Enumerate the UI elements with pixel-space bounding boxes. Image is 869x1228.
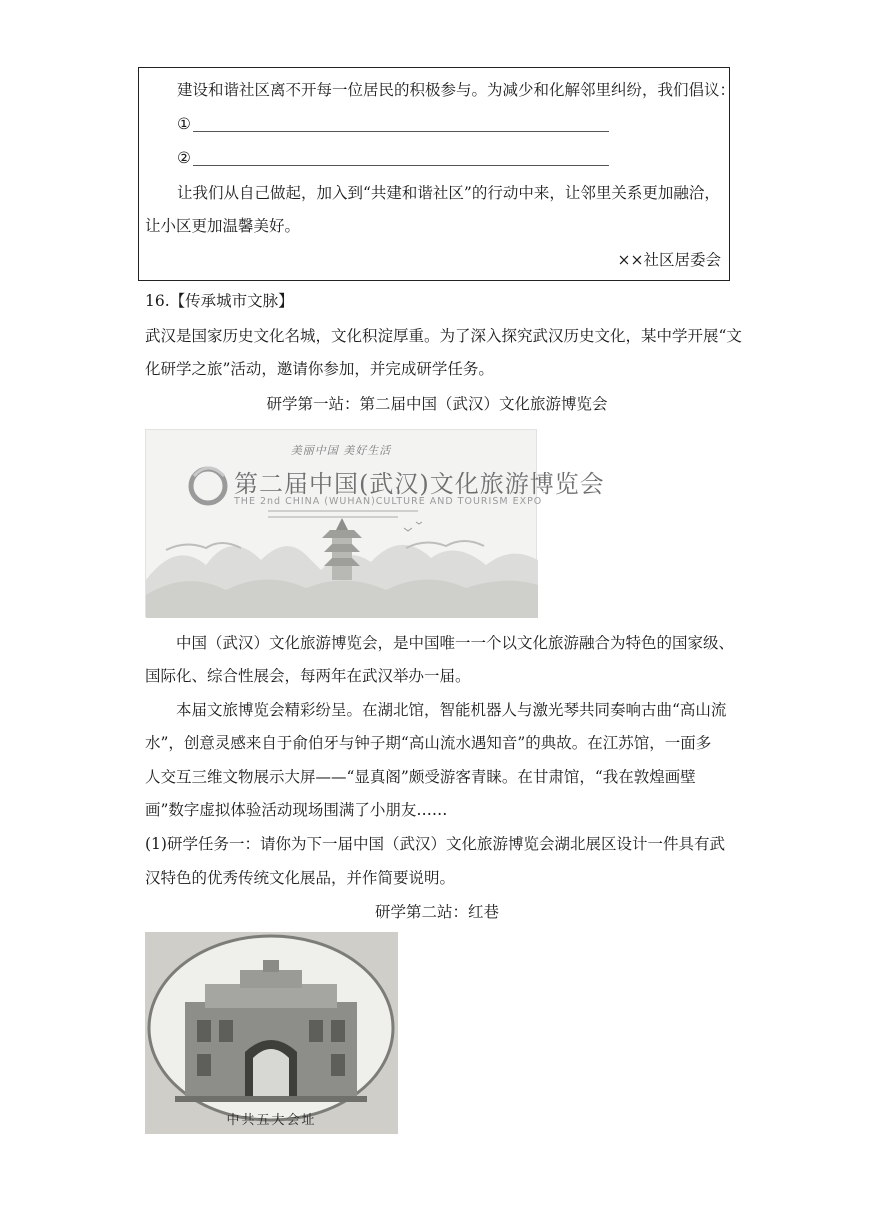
proposal-blank-2[interactable] — [177, 148, 609, 168]
station-2-title: 研学第二站：红巷 — [374, 903, 499, 921]
paragraph-2-line-4: 画”数字虚拟体验活动现场围满了小朋友…… — [145, 801, 448, 819]
station-1-title: 研学第一站：第二届中国（武汉）文化旅游博览会 — [266, 395, 608, 413]
expo-subtitle: THE 2nd CHINA (WUHAN)CULTURE AND TOURISM EXPO — [234, 496, 543, 507]
photo-caption: 中共五大会址 — [226, 1113, 317, 1128]
paragraph-1-line-2: 国际化、综合性展会，每两年在武汉举办一届。 — [145, 667, 471, 685]
question-16-intro-line-1: 武汉是国家历史文化名城，文化积淀厚重。为了深入探究武汉历史文化，某中学开展“文 — [145, 327, 742, 345]
proposal-closing-line-2: 让小区更加温馨美好。 — [145, 217, 301, 235]
expo-tagline: 美丽中国 美好生活 — [290, 444, 392, 457]
task-1-line-2: 汉特色的优秀传统文化展品，并作简要说明。 — [145, 869, 456, 887]
proposal-box — [138, 67, 736, 281]
proposal-closing-line-1: 让我们从自己做起，加入到“共建和谐社区”的行动中来，让邻里关系更加融洽， — [177, 184, 720, 202]
question-16-heading: 16.【传承城市文脉】 — [145, 292, 294, 310]
red-lane-photo — [145, 932, 398, 1134]
proposal-blank-1[interactable] — [177, 114, 609, 134]
proposal-signature: ××社区居委会 — [617, 251, 721, 269]
expo-banner-image — [145, 429, 605, 617]
expo-title: 第二届中国(武汉)文化旅游博览会 — [234, 470, 605, 498]
task-1-line-1: (1)研学任务一：请你为下一届中国（武汉）文化旅游博览会湖北展区设计一件具有武 — [145, 835, 725, 853]
blank-2-number: ② — [177, 149, 191, 167]
blank-2-underline — [193, 165, 609, 166]
paragraph-2-line-2: 水”，创意灵感来自于俞伯牙与钟子期“高山流水遇知音”的典故。在江苏馆，一面多 — [145, 734, 712, 752]
paragraph-1-line-1: 中国（武汉）文化旅游博览会，是中国唯一一个以文化旅游融合为特色的国家级、 — [176, 634, 735, 652]
blank-1-underline — [193, 131, 609, 132]
paragraph-2-line-3: 人交互三维文物展示大屏——“显真阁”颇受游客青睐。在甘肃馆，“我在敦煌画壁 — [145, 768, 696, 786]
blank-1-number: ① — [177, 115, 191, 133]
question-16-intro-line-2: 化研学之旅”活动，邀请你参加，并完成研学任务。 — [145, 360, 494, 378]
red-lane-photo-art — [145, 932, 398, 1134]
expo-banner-art — [146, 430, 538, 618]
paragraph-2-line-1: 本届文旅博览会精彩纷呈。在湖北馆，智能机器人与激光琴共同奏响古曲“高山流 — [176, 701, 727, 719]
proposal-intro: 建设和谐社区离不开每一位居民的积极参与。为减少和化解邻里纠纷，我们倡议： — [177, 81, 736, 99]
